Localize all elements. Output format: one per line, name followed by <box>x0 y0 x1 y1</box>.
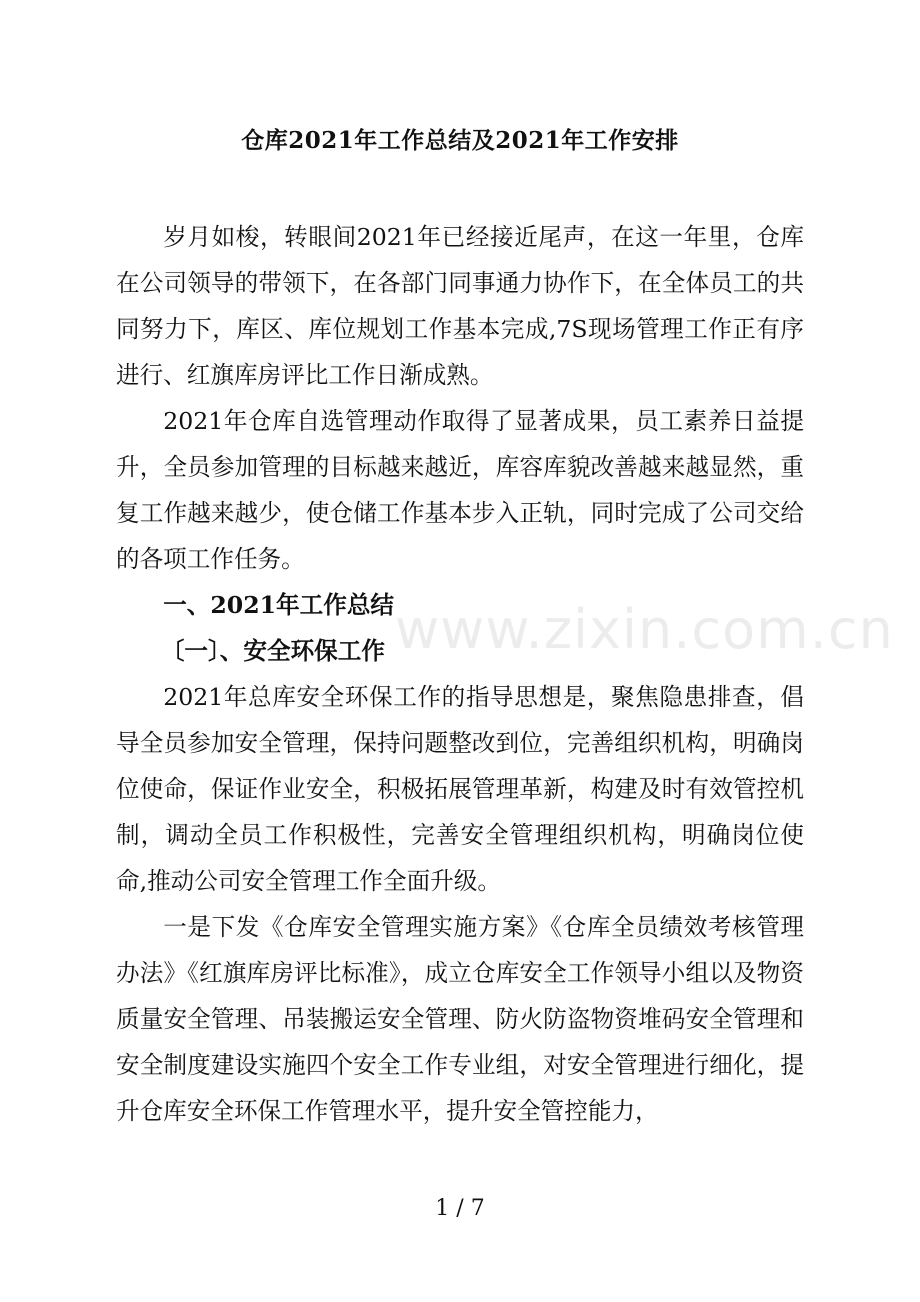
section-paragraph-1: 2021年总库安全环保工作的指导思想是，聚焦隐患排查，倡导全员参加安全管理，保持问题整改到位，完善组织机构，明确岗位使命，保证作业安全，积极拓展管理革新，构建及时有效管控机制，调动全员工作积极性，完善安全管理组织机构，明确岗位使命,推动公司安全管理工作全面升级。 <box>116 683 804 895</box>
page-number: 1 / 7 <box>435 1196 485 1221</box>
section-heading: 一、2021年工作总结 <box>163 591 395 619</box>
subsection-heading: 〔一〕、安全环保工作 <box>160 637 385 665</box>
watermark: www.zixin.com.cn <box>395 598 894 661</box>
document-title: 仓库2021年工作总结及2021年工作安排 <box>241 127 679 154</box>
document-body <box>116 214 804 1134</box>
section-paragraph-2: 一是下发《仓库安全管理实施方案》《仓库全员绩效考核管理办法》《红旗库房评比标准》，成立仓库安全工作领导小组以及物资质量安全管理、吊装搬运安全管理、防火防盗物资堆码安全管理和安全制度建设实施四个安全工作专业组，对安全管理进行细化，提升仓库安全环保工作管理水平，提升安全管控能力， <box>116 913 804 1125</box>
intro-paragraph-2: 2021年仓库自选管理动作取得了显著成果，员工素养日益提升，全员参加管理的目标越来越近，库容库貌改善越来越显然，重复工作越来越少，使仓储工作基本步入正轨，同时完成了公司交给的各项工作任务。 <box>116 407 804 573</box>
intro-paragraph-1: 岁月如梭，转眼间2021年已经接近尾声，在这一年里，仓库在公司领导的带领下，在各部门同事通力协作下，在全体员工的共同努力下，库区、库位规划工作基本完成,7S现场管理工作正有序进行、红旗库房评比工作日渐成熟。 <box>116 223 804 389</box>
